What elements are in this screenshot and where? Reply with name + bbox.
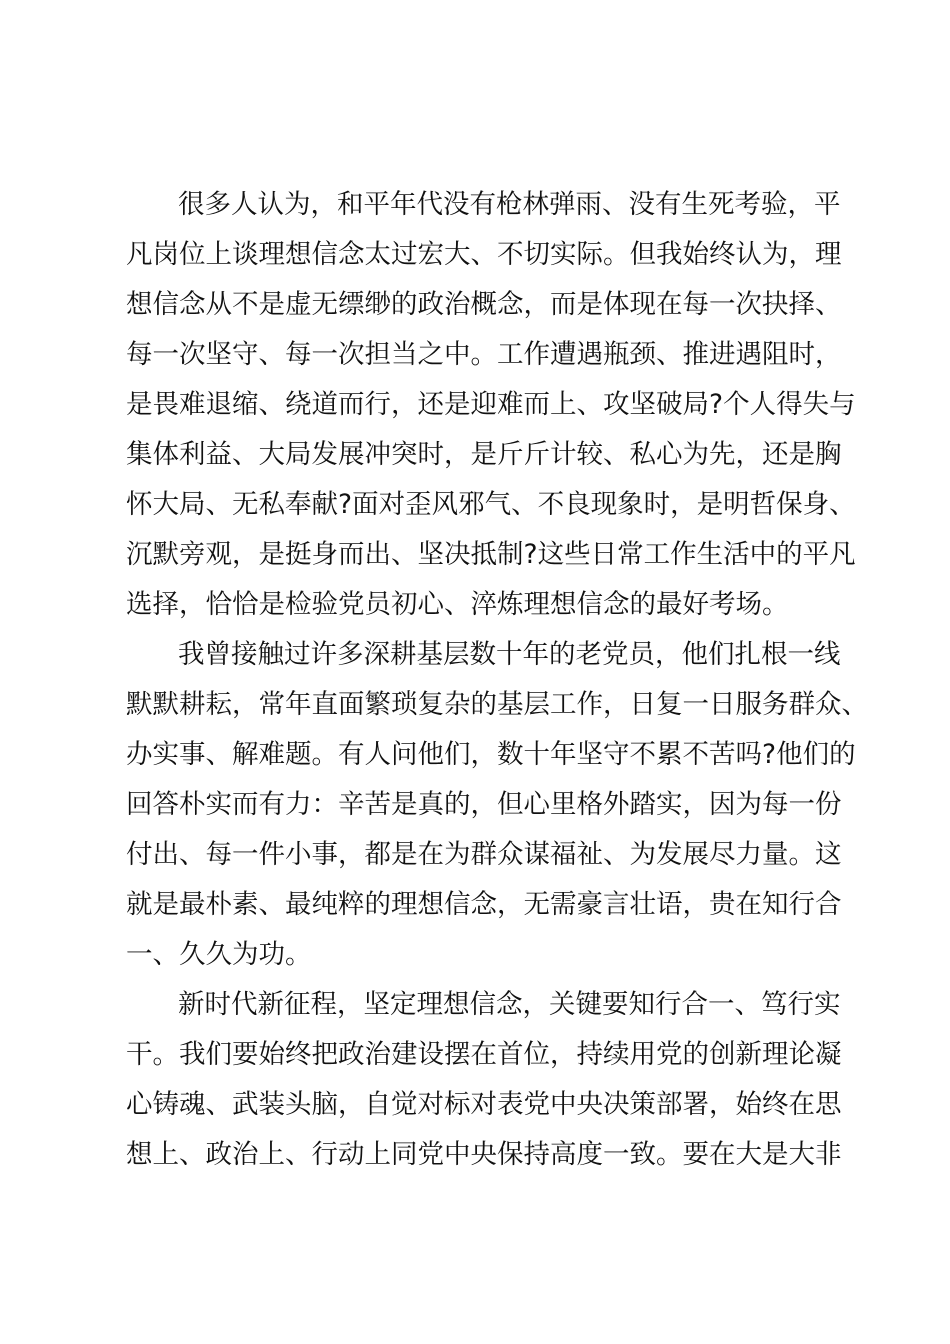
text-line: 是畏难退缩、绕道而行，还是迎难而上、攻坚破局?个人得失与 — [126, 389, 856, 420]
text-line: 想信念从不是虚无缥缈的政治概念，而是体现在每一次抉择、 — [126, 289, 842, 320]
paragraph-2 — [126, 630, 868, 980]
text-line: 办实事、解难题。有人问他们，数十年坚守不累不苦吗?他们的 — [126, 739, 856, 770]
text-line: 怀大局、无私奉献?面对歪风邪气、不良现象时，是明哲保身、 — [126, 489, 856, 520]
text-line: 一、久久为功。 — [126, 939, 312, 970]
text-line: 沉默旁观，是挺身而出、坚决抵制?这些日常工作生活中的平凡 — [126, 539, 856, 570]
text-line: 付出、每一件小事，都是在为群众谋福祉、为发展尽力量。这 — [126, 839, 842, 870]
paragraph-3 — [126, 980, 842, 1180]
text-line: 凡岗位上谈理想信念太过宏大、不切实际。但我始终认为，理 — [126, 239, 842, 270]
text-line: 想上、政治上、行动上同党中央保持高度一致。要在大是大非 — [126, 1139, 842, 1170]
text-line: 就是最朴素、最纯粹的理想信念，无需豪言壮语，贵在知行合 — [126, 889, 842, 920]
text-line: 干。我们要始终把政治建设摆在首位，持续用党的创新理论凝 — [126, 1039, 842, 1070]
document-body — [126, 180, 868, 1180]
text-line: 很多人认为，和平年代没有枪林弹雨、没有生死考验，平 — [178, 189, 841, 220]
text-line: 回答朴实而有力：辛苦是真的，但心里格外踏实，因为每一份 — [126, 789, 842, 820]
text-line: 我曾接触过许多深耕基层数十年的老党员，他们扎根一线 — [178, 639, 841, 670]
text-line: 选择，恰恰是检验党员初心、淬炼理想信念的最好考场。 — [126, 589, 789, 620]
text-line: 默默耕耘，常年直面繁琐复杂的基层工作，日复一日服务群众、 — [126, 689, 868, 720]
text-line: 集体利益、大局发展冲突时，是斤斤计较、私心为先，还是胸 — [126, 439, 842, 470]
paragraph-1 — [126, 180, 856, 630]
text-line: 心铸魂、武装头脑，自觉对标对表党中央决策部署，始终在思 — [126, 1089, 842, 1120]
text-line: 新时代新征程，坚定理想信念，关键要知行合一、笃行实 — [178, 989, 841, 1020]
text-line: 每一次坚守、每一次担当之中。工作遭遇瓶颈、推进遇阻时， — [126, 339, 842, 370]
